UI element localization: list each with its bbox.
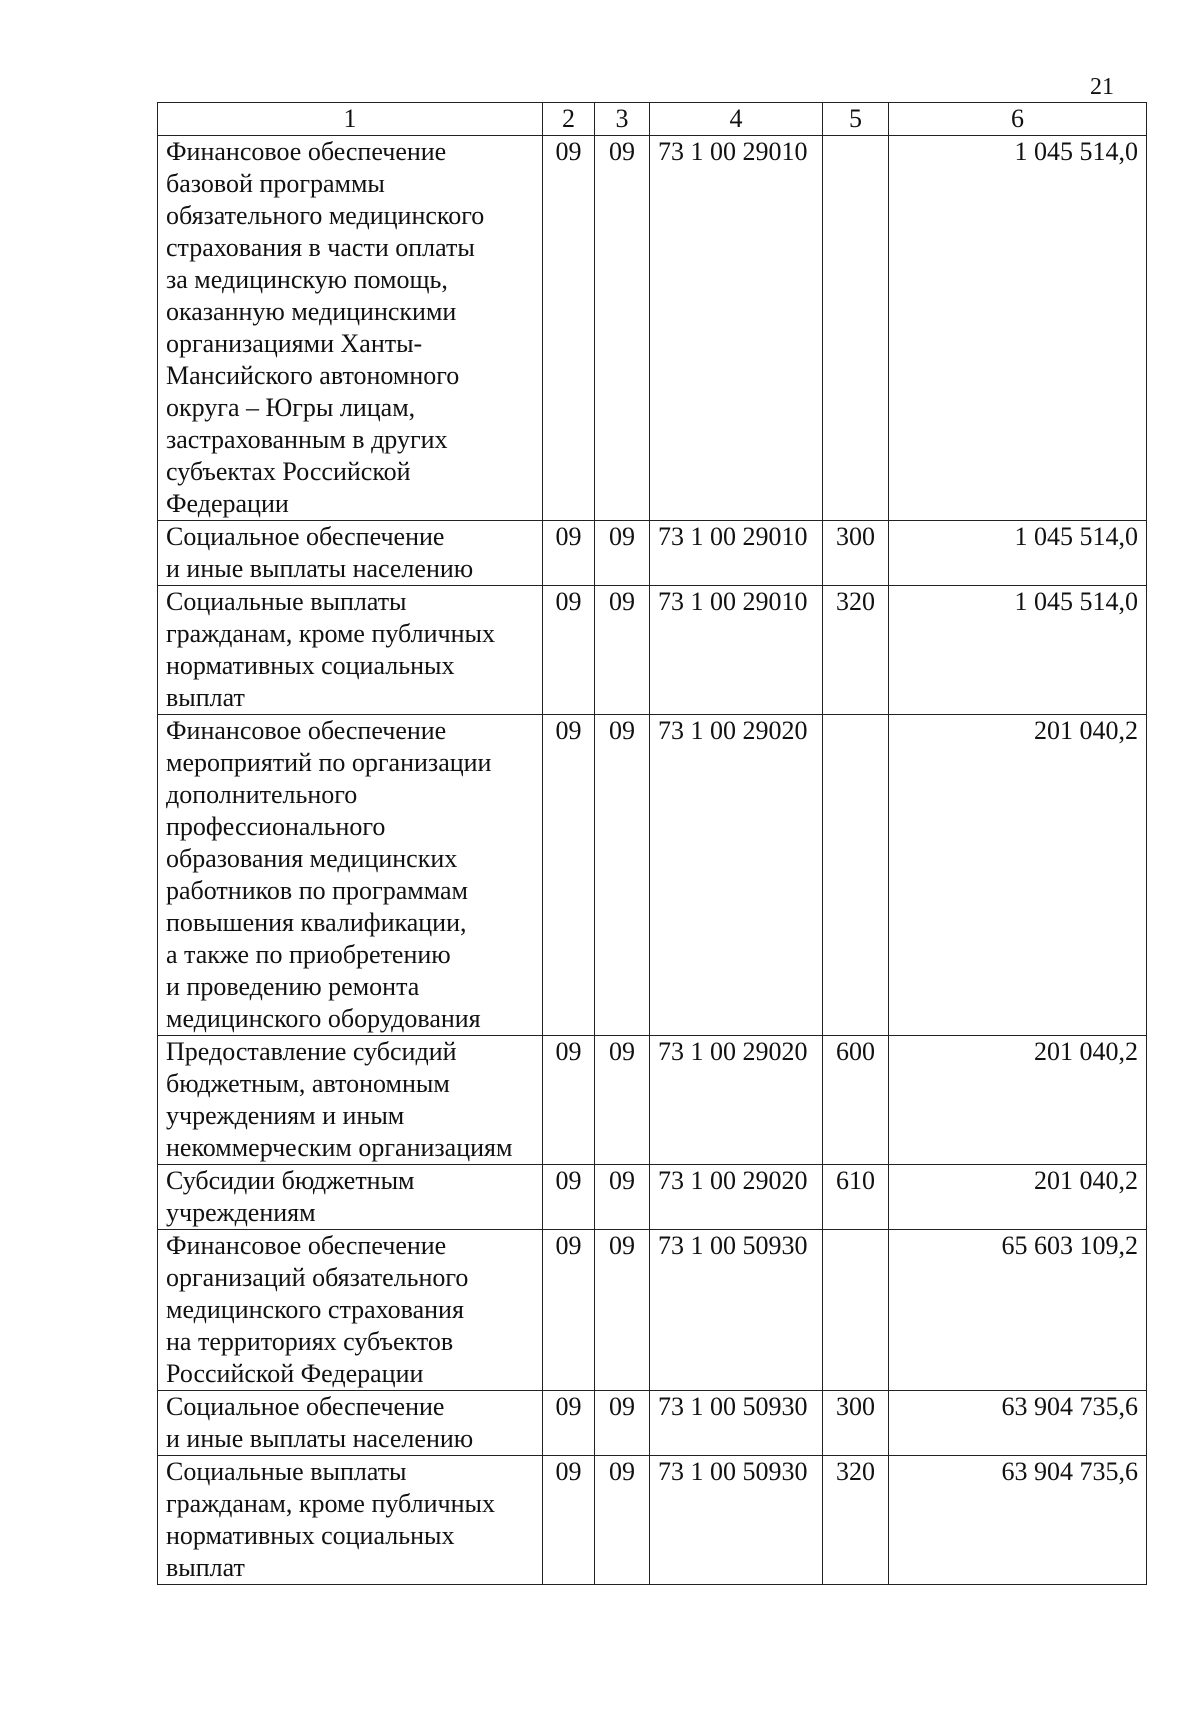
row-name: Финансовое обеспечение организаций обязательного медицинского страхования на территориях субъектов Российской Федерации (158, 1230, 543, 1391)
row-expense-type: 610 (823, 1165, 889, 1230)
table-row (158, 1230, 1147, 1391)
row-name: Социальные выплаты гражданам, кроме публичных нормативных социальных выплат (158, 586, 543, 715)
row-subsection: 09 (595, 1165, 650, 1230)
row-name: Социальное обеспечение и иные выплаты населению (158, 521, 543, 586)
row-expense-type (823, 1230, 889, 1391)
row-section: 09 (543, 1456, 595, 1585)
column-header-1: 1 (158, 103, 543, 136)
row-name: Социальное обеспечение и иные выплаты населению (158, 1391, 543, 1456)
column-header-2: 2 (543, 103, 595, 136)
table-body (158, 136, 1147, 1585)
row-amount: 63 904 735,6 (889, 1456, 1147, 1585)
row-target-article: 73 1 00 29010 (650, 586, 823, 715)
row-subsection: 09 (595, 136, 650, 521)
row-amount: 201 040,2 (889, 1036, 1147, 1165)
table-row (158, 715, 1147, 1036)
row-expense-type: 300 (823, 521, 889, 586)
budget-table (157, 102, 1147, 1585)
table-row (158, 1036, 1147, 1165)
row-section: 09 (543, 1165, 595, 1230)
row-target-article: 73 1 00 29020 (650, 1165, 823, 1230)
row-subsection: 09 (595, 1036, 650, 1165)
row-target-article: 73 1 00 29010 (650, 136, 823, 521)
row-section: 09 (543, 521, 595, 586)
row-expense-type (823, 715, 889, 1036)
row-subsection: 09 (595, 521, 650, 586)
row-section: 09 (543, 1036, 595, 1165)
row-amount: 1 045 514,0 (889, 136, 1147, 521)
row-section: 09 (543, 1230, 595, 1391)
table-row (158, 1456, 1147, 1585)
row-section: 09 (543, 1391, 595, 1456)
row-subsection: 09 (595, 1230, 650, 1391)
row-target-article: 73 1 00 29020 (650, 715, 823, 1036)
row-amount: 201 040,2 (889, 715, 1147, 1036)
table-row (158, 586, 1147, 715)
row-section: 09 (543, 715, 595, 1036)
row-section: 09 (543, 586, 595, 715)
row-subsection: 09 (595, 715, 650, 1036)
table-header-row (158, 103, 1147, 136)
page-number: 21 (1090, 74, 1114, 100)
row-expense-type: 300 (823, 1391, 889, 1456)
column-header-4: 4 (650, 103, 823, 136)
row-amount: 65 603 109,2 (889, 1230, 1147, 1391)
row-amount: 63 904 735,6 (889, 1391, 1147, 1456)
row-subsection: 09 (595, 1456, 650, 1585)
row-expense-type: 320 (823, 586, 889, 715)
table-row (158, 521, 1147, 586)
row-expense-type: 320 (823, 1456, 889, 1585)
row-name: Финансовое обеспечение базовой программы обязательного медицинского страхования в части оплаты за медицинскую помощь, оказанную медицинскими организациями Ханты- Мансийского автономного округа – Югры лицам, застрахованным в других субъектах Российской Федерации (158, 136, 543, 521)
row-amount: 1 045 514,0 (889, 521, 1147, 586)
row-name: Финансовое обеспечение мероприятий по организации дополнительного профессионального образования медицинских работников по программам повышения квалификации, а также по приобретению и проведению ремонта медицинского оборудования (158, 715, 543, 1036)
table-row (158, 1391, 1147, 1456)
row-target-article: 73 1 00 50930 (650, 1456, 823, 1585)
row-name: Предоставление субсидий бюджетным, автономным учреждениям и иным некоммерческим организациям (158, 1036, 543, 1165)
table-row (158, 1165, 1147, 1230)
row-subsection: 09 (595, 1391, 650, 1456)
row-name: Социальные выплаты гражданам, кроме публичных нормативных социальных выплат (158, 1456, 543, 1585)
row-subsection: 09 (595, 586, 650, 715)
row-target-article: 73 1 00 50930 (650, 1391, 823, 1456)
column-header-6: 6 (889, 103, 1147, 136)
row-expense-type (823, 136, 889, 521)
column-header-5: 5 (823, 103, 889, 136)
row-target-article: 73 1 00 50930 (650, 1230, 823, 1391)
row-target-article: 73 1 00 29010 (650, 521, 823, 586)
row-target-article: 73 1 00 29020 (650, 1036, 823, 1165)
row-expense-type: 600 (823, 1036, 889, 1165)
column-header-3: 3 (595, 103, 650, 136)
row-section: 09 (543, 136, 595, 521)
row-name: Субсидии бюджетным учреждениям (158, 1165, 543, 1230)
row-amount: 1 045 514,0 (889, 586, 1147, 715)
row-amount: 201 040,2 (889, 1165, 1147, 1230)
table-row (158, 136, 1147, 521)
